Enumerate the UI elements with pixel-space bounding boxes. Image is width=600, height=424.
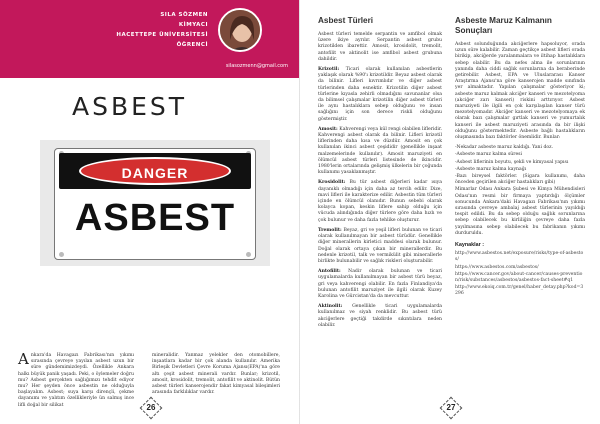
effects-heading: Asbeste Maruz Kalmanın Sonuçları — [455, 16, 552, 35]
page-number-right — [440, 397, 462, 419]
author-block — [38, 10, 208, 50]
type-paragraph-text: Nadir olarak bulunan ve ticari uygulamalarda kullanılmayan bir asbest türü beyaz, gri veya kahverengi olabilir. En fazla Finlandiya'da bulunan antofilit maruziyet ile ilgili olarak Kuzey Karolina ve Gürcistan'da da mevcuttur. — [318, 269, 442, 299]
sign-bolt — [246, 252, 251, 257]
effects-paragraph: -Asbeste maruz kalma süresi — [455, 152, 523, 158]
author-name: SILA SÖZMEN — [160, 12, 208, 18]
effects-paragraphs — [455, 42, 585, 237]
type-paragraph-title: Krizotil: — [318, 67, 346, 73]
dropcap: A — [18, 350, 29, 368]
types-column — [318, 16, 442, 333]
types-paragraphs — [318, 67, 442, 329]
author-email: silasozmenn@gmail.com — [225, 63, 288, 69]
references-list — [455, 251, 585, 297]
effects-paragraph: -Bazı bireysel faktörler. (Sigara kullanımı, daha önceden geçirilen akciğer hastalıkları gibi) — [455, 174, 585, 186]
effects-paragraph: Asbest solunduğunda akciğerlere hapsoluyor, orada uzun süre kalabilir. Zaman geçtikçe asbest lifleri orada birikip, akciğerde yaralanmalara ve iltihap hastalıklara sebep olabilir. Bu da nefes alma ile sorunlarının yanında daha ciddi sağlık sorunlarına da beraberinde getirebilir. Asbest, EPA ve Uluslararası Kanser Araştırma Ajansı'na göre kanserojen madde sınıfında yer almaktadır. Yapılan çalışmalar gösteriyor ki; asbeste maruz kalmak akciğer kanseri ve mezotelyoma (akciğer zarı kanseri) riskini arttırıyor. Asbest maruziyeti ile ilgili en çok karşılaşılan kanser türü mezotelyomadır. Akciğer kanseri ve mezotelyomaya ek olarak bazı çalışmalar gırtlak kanseri ve yumurtalık kanseri ile asbest maruziyeti arasında da bir ilişki olduğunu göstermektedir. Asbeste bağlı hastalıkların oluşmasında bazı faktörler önemlidir. Bunlar: — [455, 42, 585, 141]
article-title: ASBEST — [72, 92, 188, 121]
page-number: 26 — [146, 403, 156, 412]
references-title: Kaynaklar : — [455, 242, 485, 249]
page-number: 27 — [446, 403, 456, 412]
type-paragraph — [318, 67, 442, 123]
reference-link[interactable]: https://www.cancer.gov/about-cancer/causes-prevention/risk/substances/asbestos/asbestos-fact-sheet#q1 — [455, 271, 583, 283]
type-paragraph-title: Krosidolit: — [318, 180, 350, 186]
type-paragraph-text: Kahverengi veya kül rengi olabilen lifleridir. Kahverengi asbest olarak da bilinir. Lifleri krizotil liflerinden daha kısa ve düzdür. Amosit en çok kullanılan ikinci asbest çeşididir (genellikle inşaat malzemelerinde kullanılır). Amosit maruziyeti en ölümcül asbest türleri listesinde de ikincidir. 1980'lerin ortalarında gelişmiş ülkelerin bir çoğunda kullanımı yasaklanmıştır. — [318, 126, 442, 176]
page-number-left — [140, 397, 162, 419]
type-paragraph-text: Genellikle ticari uygulamalarda kullanılmaz ve siyah renklidir. Bu asbest türü akciğerlere geçtiği takdirde sıkıntılara neden olabilir. — [318, 304, 442, 328]
author-university: HACETTEPE ÜNİVERSİTESİ — [116, 32, 208, 38]
type-paragraph-title: Amosit: — [318, 126, 340, 132]
danger-sign-image — [40, 140, 270, 266]
author-photo — [218, 8, 262, 52]
sign-main-text: ASBEST — [74, 197, 236, 239]
type-paragraph — [318, 269, 442, 300]
intro-column-2 — [152, 353, 280, 396]
reference-link[interactable]: http://www.ekoiq.com.tr/genel/haber_detay.php?kod=3296 — [455, 285, 584, 297]
types-heading: Asbest Türleri — [318, 16, 374, 25]
type-paragraph-title: Aktinolit: — [318, 304, 353, 310]
sign-bolt — [59, 252, 64, 257]
right-page — [300, 0, 600, 424]
sign-danger-band — [59, 153, 251, 189]
intro-text-1: nkara'da Havagazı Fabrikası'nın yıkımı sırasında çevreye yayılan asbest uzun bir süre gündemimizdeydi. Özellikle Ankara halkı büyük panik yaşadı. Peki, o öylemeler doğru mu? Asbest gerçekten sağlığımızı tehdit ediyor mu? Her şeyden önce asbestin ne olduğuyla başlayalım. Asbest; suya karşı dirençli, çekme dayanımı ve yalıtım özellikleriyle ün salmış ince lifli doğal bir silikat — [18, 353, 134, 408]
effects-paragraph: Mimarlar Odası Ankara Şubesi ve Kimya Mühendisleri Odası'nın resmi bir firmaya yaptırdığı ölçümler sonucunda Ankara'daki Havagazı Fabrikası'nın yıkımı sırasında çevreye ambalaj asbest türlerinin yayıldığı tespit edildi. Bu da sebep olduğu sağlık sorunlarına sebep olabilecek bu kirliliğin çevreye daha fazla yayılmasına sebep olabilecek bu fabrikanın yıkımı durduruldu. — [455, 187, 585, 236]
type-paragraph-title: Antofilit: — [318, 269, 349, 275]
type-paragraph — [318, 228, 442, 265]
effects-paragraph: -Asbeste maruz kalma kaynağı — [455, 166, 527, 172]
type-paragraph-text: Bu tür asbest diğerleri kadar ısıya dayanıklı olmadığı için daha az tercih edilir. Dize, mavi lifleri ile karakterize edilir. Asbestin tüm türleri içinde en ölümcül olanıdır. Bunun sebebi olarak kolayca kopan, keskin liflere sahip olduğu için vücuda alındığında diğer türlere göre daha hızlı ve çok bulunur ve daha fazla tehlike oluşturur. — [318, 180, 442, 223]
type-paragraph-title: Tremolit: — [318, 227, 344, 233]
reference-link[interactable]: http://www.asbestos.net/exposure/risks/type-of-asbestos/ — [455, 251, 584, 263]
danger-sign — [54, 148, 256, 260]
reference-link[interactable]: https://www.asbestos.com/asbestos/ — [455, 264, 539, 270]
types-intro: Asbest türleri temelde serpantin ve amfibol olmak üzere ikiye ayrılır. Serpantin asbest grubu krizotilden ibarettir. Amosit, krosidolit, tremolit, antofilit ve aktinolit ise amfibol asbest grubuna dahildir. — [318, 32, 442, 62]
type-paragraph — [318, 127, 442, 177]
effects-paragraph: -Nekadar asbeste maruz kaldığı. Yani doz. — [455, 145, 554, 151]
type-paragraph — [318, 304, 442, 329]
effects-column — [455, 16, 585, 299]
intro-text-2: mineralidir. Yanmaz yelekler den otomobillere, inşaatlara kadar bir çok alanda kullanılır. Amerika Birleşik Devletleri Çevre Koruma Ajansı(EPA)'na göre altı çeşit asbest minerali vardır. Bunlar; krizotil, amosit, krosidolit, tremolit, antofilit ve aktinolit. Bütün asbest türleri kanserojendir fakat kimyasal bileşimleri arasında farklılıklar vardır. — [152, 353, 280, 396]
intro-column-1 — [18, 350, 134, 409]
sign-danger-oval — [79, 157, 231, 185]
type-paragraph-text: Beyaz, gri ve yeşil lifleri bulunan ve ticari olarak kullanılmayan bir asbest türüdür. Genellikle diğer minerallerin kirletici maddesi olarak bulunur. Doğal olarak ortaya çıkan bir minerallerdir. Bu nedenle krizotil, talk ve vermikülit gibi minerallerle birlikte bulunabilir ve sağlık riskleri oluşturabilir. — [318, 227, 442, 264]
effects-paragraph: -Asbest liflerinin boyutu, şekli ve kimyasal yapısı — [455, 159, 569, 165]
type-paragraph — [318, 180, 442, 223]
type-paragraph-text: Ticari olarak kullanılan asbestlerin yaklaşık olarak %90'ı krizotildir. Beyaz asbest olarak da bilinir. Lifleri kıvrımlıdır ve diğer asbest türlerinden daha esnektir. Krizotilin diğer asbest türlerine kıyasla zehirli olmadığını savunanlar olsa da bilimsel çalışmalar krizotilin diğer asbest türleri ile aynı hastalıklara sebep olduğunu ve insan sağlığını için son derece riskli olduğunu göstermiştir. — [318, 67, 442, 122]
author-role: KİMYACI — [178, 22, 208, 28]
author-title: ÖĞRENCİ — [176, 42, 208, 48]
sign-danger-text: DANGER — [121, 165, 189, 181]
